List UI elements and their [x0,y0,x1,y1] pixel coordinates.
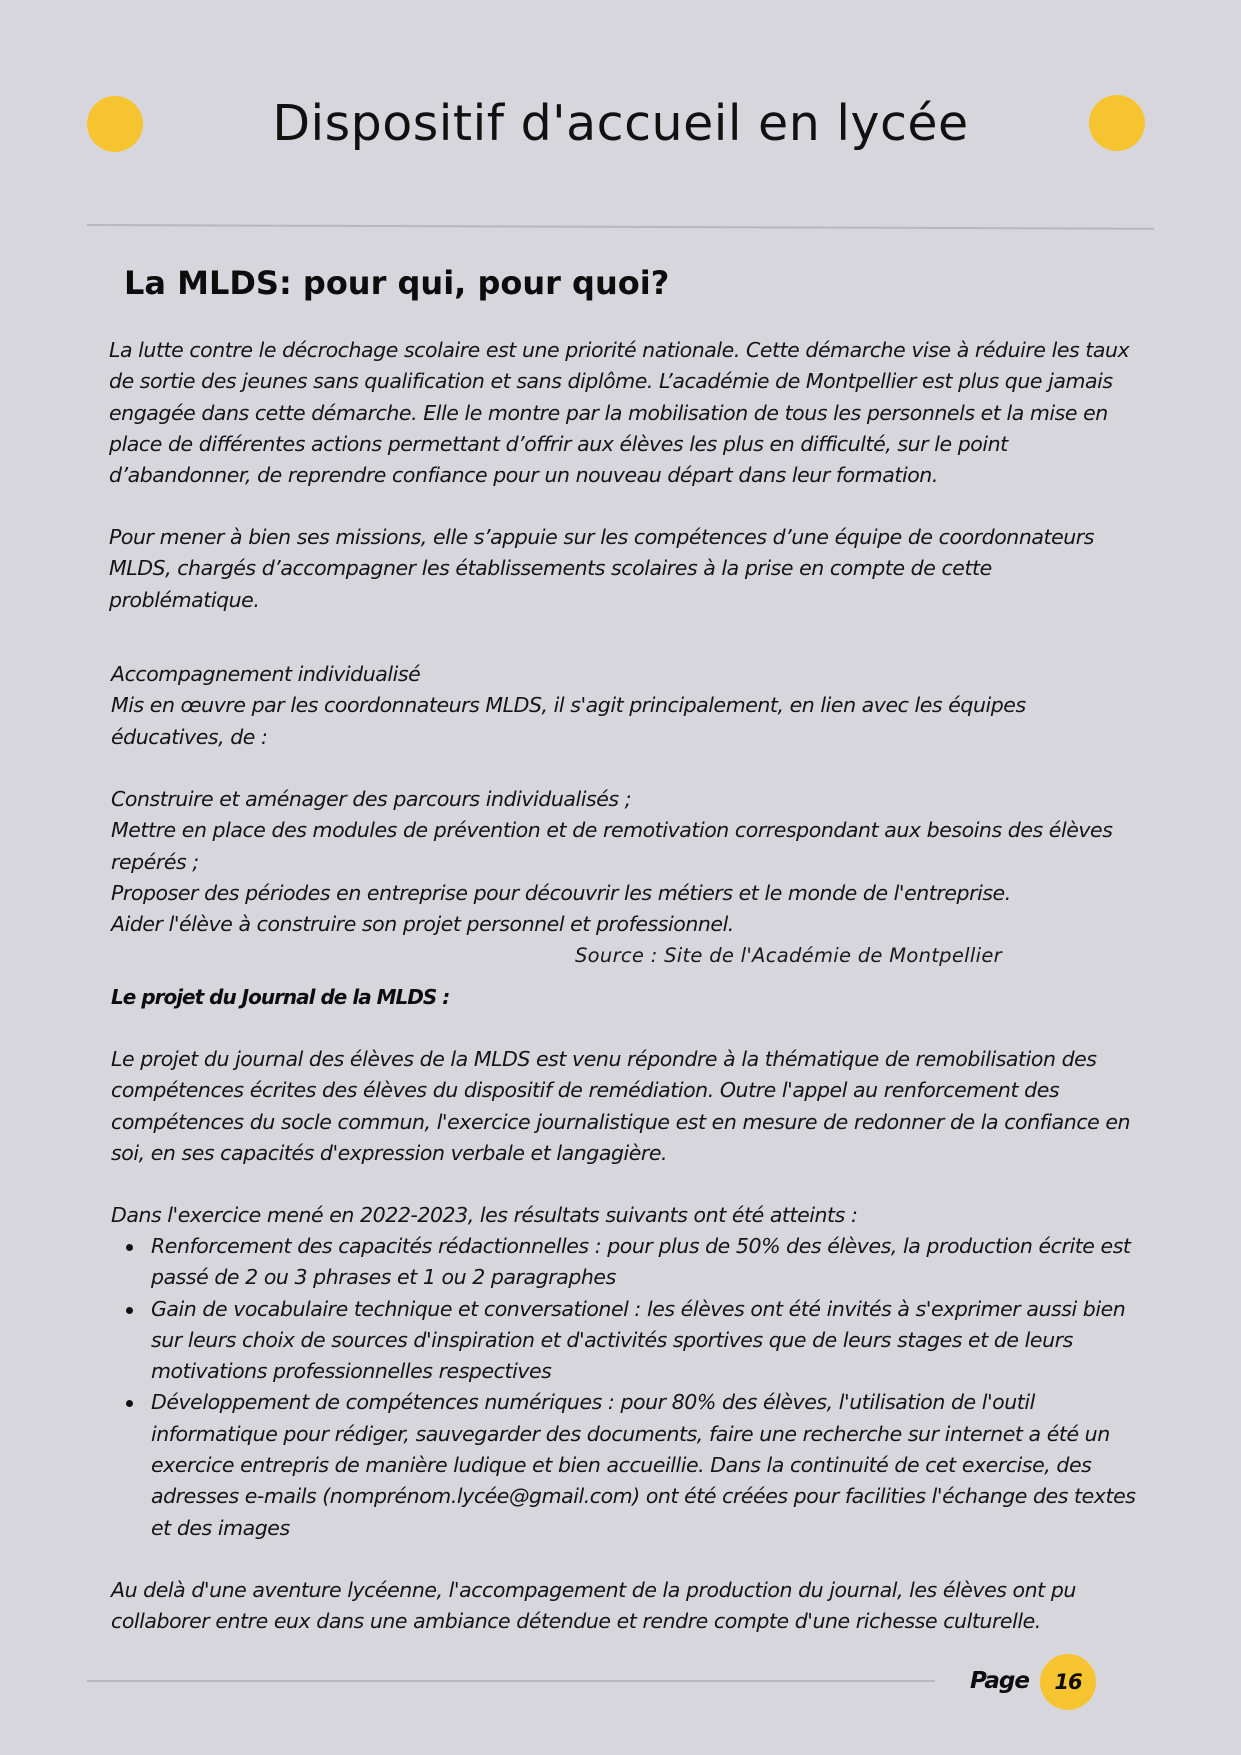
bullet-icon [126,1400,133,1407]
page-title: Dispositif d'accueil en lycée [272,95,969,152]
footer-divider [87,1680,935,1682]
accompaniment-lead: Mis en œuvre par les coordonnateurs MLDS, il s'agit principalement, en lien avec les équipes éducatives, de : [111,693,1026,749]
intro-paragraph-1: La lutte contre le décrochage scolaire est une priorité nationale. Cette démarche vise à réduire les taux de sortie des jeunes sans qualification et sans diplôme. L’académie de Montpellier est plus que jamais engagée dans cette démarche. Elle le montre par la mobilisation de tous les personnels et la mise en place de différentes actions permettant d’offrir aux élèves les plus en difficulté, sur le point d’abandonner, de reprendre confiance pour un nouveau départ dans leur formation. [109,338,1130,488]
journal-paragraph-2: Dans l'exercice mené en 2022-2023, les résultats suivants ont été atteints : [111,1203,858,1227]
page-label: Page [970,1668,1029,1694]
list-item [111,1387,1141,1543]
closing-paragraph: Au delà d'une aventure lycéenne, l'accompagement de la production du journal, les élèves ont pu collaborer entre eux dans une ambiance détendue et rendre compte d'une richesse culturelle. [111,1578,1076,1634]
accompaniment-item: Mettre en place des modules de prévention et de remotivation correspondant aux besoins des élèves repérés ; [111,818,1113,874]
bullet-icon [126,1244,133,1251]
result-text: Développement de compétences numériques : pour 80% des élèves, l'utilisation de l'outil informatique pour rédiger, sauvegarder des documents, faire une recherche sur internet a été un exercice entrepris de manière ludique et bien accueillie. Dans la continuité de cet exercise, des adresses e-mails (nomprénom.lycée@gmail.com) ont été créées pour facilities l'échange des textes et des images [151,1390,1136,1540]
accompaniment-item: Construire et aménager des parcours individualisés ; [111,787,632,812]
list-item [111,1231,1141,1294]
result-text: Renforcement des capacités rédactionnelles : pour plus de 50% des élèves, la production écrite est passé de 2 ou 3 phrases et 1 ou 2 paragraphes [151,1234,1131,1290]
bullet-icon [126,1307,133,1314]
source-citation: Source : Site de l'Académie de Montpellier [575,944,1002,967]
spacer [111,753,1141,784]
intro-paragraph-2: Pour mener à bien ses missions, elle s’appuie sur les compétences d’une équipe de coordonnateurs MLDS, chargés d’accompagner les établissements scolaires à la prise en compte de cette problématique. [109,525,1095,612]
list-item [111,1294,1141,1388]
page-number-badge [1040,1654,1096,1710]
section-heading: La MLDS: pour qui, pour quoi? [124,264,670,302]
accompaniment-block [111,659,1141,941]
journal-heading: Le projet du Journal de la MLDS : [111,985,450,1009]
result-text: Gain de vocabulaire technique et conversationel : les élèves ont été invités à s'exprimer aussi bien sur leurs choix de sources d'inspiration et d'activités sportives que de leurs stages et de leurs motivations professionnelles respectives [151,1296,1126,1384]
accompaniment-title: Accompagnement individualisé [111,662,421,686]
accompaniment-item: Aider l'élève à construire son projet personnel et professionnel. [111,912,734,937]
header-divider [87,224,1154,230]
results-list [111,1231,1141,1544]
journal-paragraph-1: Le projet du journal des élèves de la MLDS est venu répondre à la thématique de remobilisation des compétences écrites des élèves du dispositif de remédiation. Outre l'appel au renforcement des compétences du socle commun, l'exercice journalistique est en mesure de redonner de la confiance en soi, en ses capacités d'expression verbale et langagière. [111,1047,1131,1165]
accompaniment-item: Proposer des périodes en entreprise pour découvrir les métiers et le monde de l'entreprise. [111,881,1011,906]
page-number: 16 [1054,1670,1082,1694]
